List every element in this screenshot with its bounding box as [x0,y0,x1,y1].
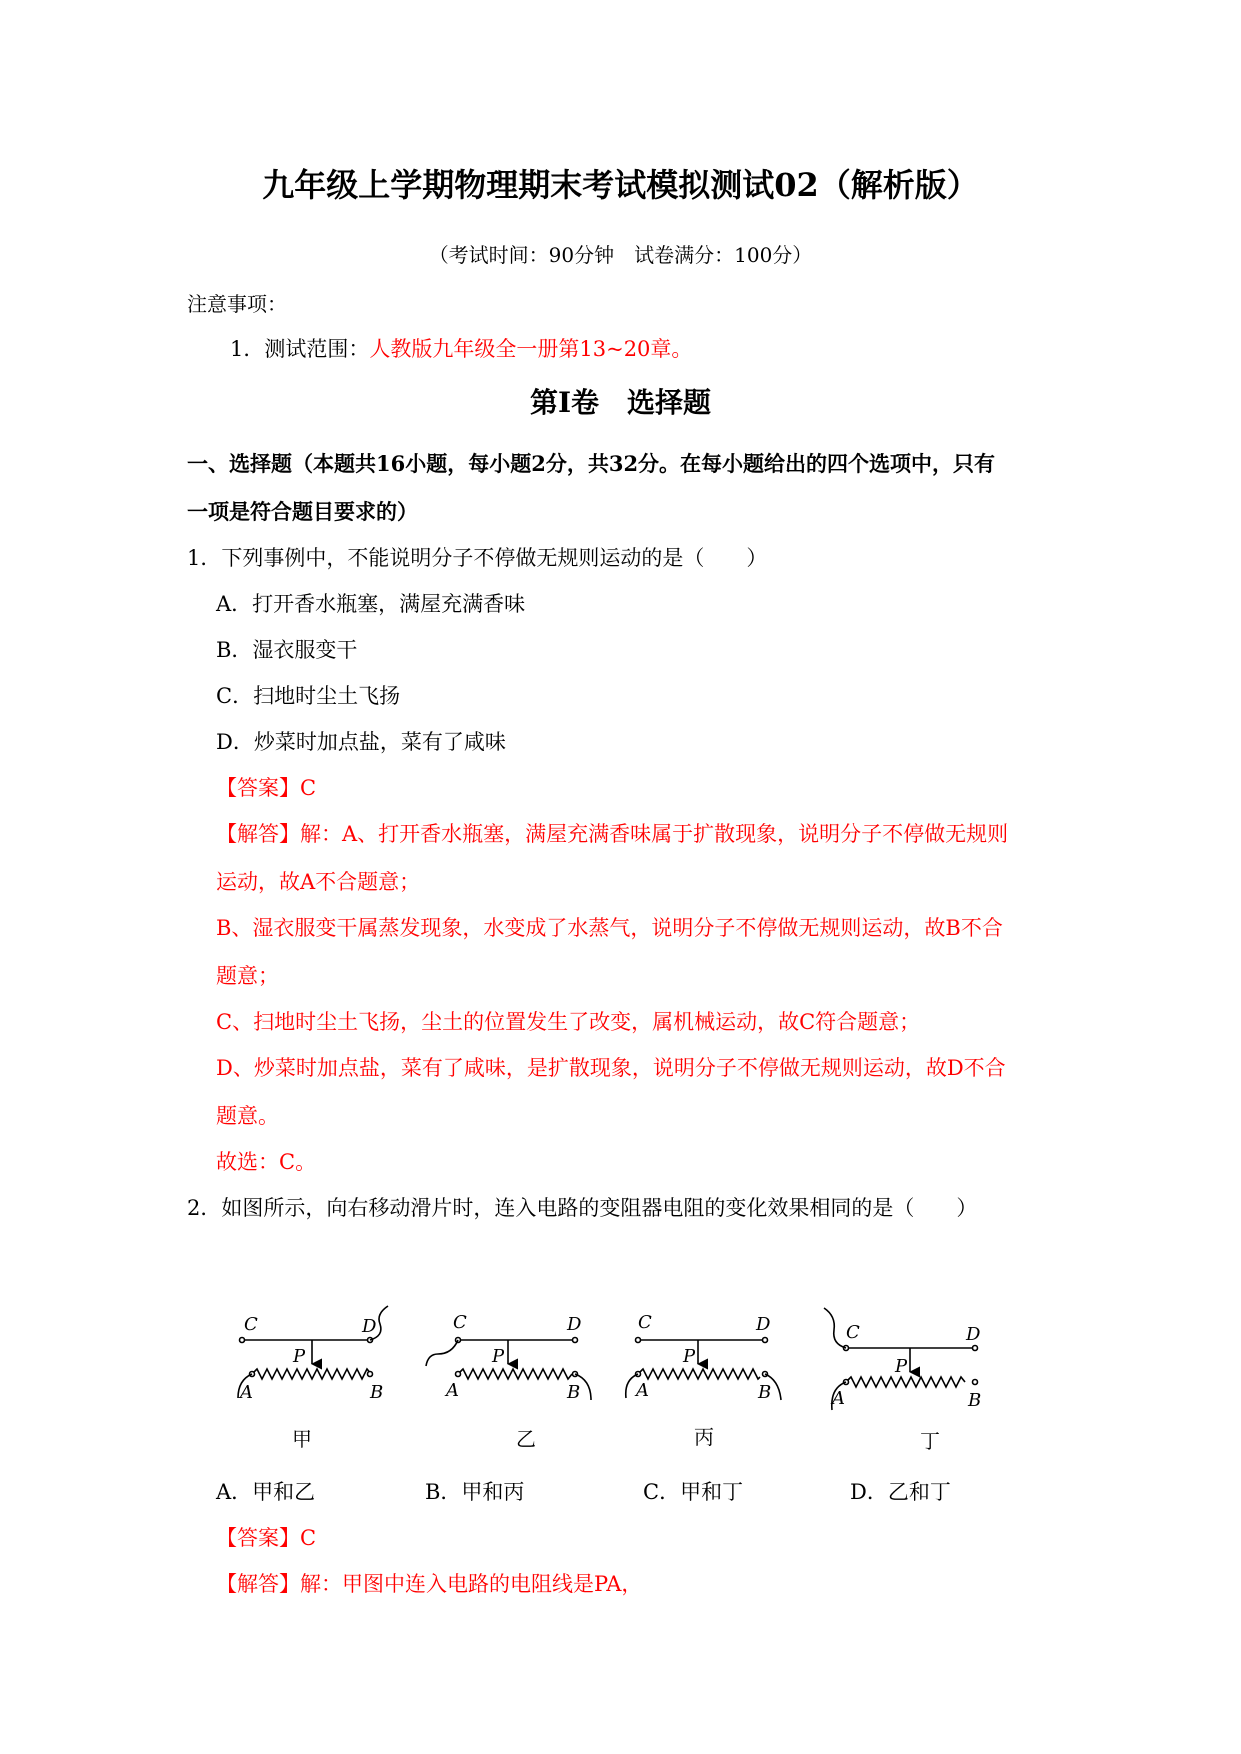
figure-caption-yi: 乙 [516,1427,536,1451]
label-a: A [832,1388,845,1409]
question-2-option-a: A．甲和乙 [216,1480,316,1504]
question-2-option-d: D．乙和丁 [850,1480,951,1504]
question-1-answer: 【答案】C [216,776,317,800]
question-1-analysis-line: 故选：C。 [216,1150,317,1174]
question-2-analysis-line: 【解答】解：甲图中连入电路的电阻线是PA， [216,1572,643,1596]
question-2-answer: 【答案】C [216,1526,317,1550]
section-heading-line-1: 一、选择题（本题共16小题，每小题2分，共32分。在每小题给出的四个选项中，只有 [187,451,996,476]
question-1-analysis-line: D、炒菜时加点盐，菜有了咸味，是扩散现象，说明分子不停做无规则运动，故D不合 [216,1056,1006,1080]
label-d: D [362,1316,377,1337]
question-1-stem: 1．下列事例中，不能说明分子不停做无规则运动的是（ ） [187,546,768,570]
label-b: B [567,1382,581,1403]
figure-caption-jia: 甲 [292,1427,312,1451]
question-1-analysis-line: B、湿衣服变干属蒸发现象，水变成了水蒸气，说明分子不停做无规则运动，故B不合 [216,916,1003,940]
question-1-option-c: C．扫地时尘土飞扬 [216,684,401,708]
page-title: 九年级上学期物理期末考试模拟测试02（解析版） [262,166,979,204]
question-2-option-b: B．甲和丙 [425,1480,525,1504]
figure-caption-ding: 丁 [920,1429,940,1453]
label-b: B [758,1382,772,1403]
rheostat-figures [210,1300,1030,1460]
notice-item-1-text: 人教版九年级全一册第13~20章。 [369,337,693,361]
label-a: A [636,1380,649,1401]
label-c: C [244,1314,258,1335]
label-c: C [846,1322,860,1343]
label-d: D [567,1314,582,1335]
label-p: P [293,1346,306,1367]
label-p: P [683,1346,696,1367]
question-1-option-b: B．湿衣服变干 [216,638,358,662]
volume-title: 第Ⅰ卷 选择题 [529,386,712,419]
label-b: B [968,1390,982,1411]
label-a: A [446,1380,459,1401]
label-d: D [756,1314,771,1335]
label-p: P [492,1346,505,1367]
label-c: C [453,1312,467,1333]
question-1-analysis-line: C、扫地时尘土飞扬，尘土的位置发生了改变，属机械运动，故C符合题意； [216,1010,921,1034]
question-1-option-d: D．炒菜时加点盐，菜有了咸味 [216,730,506,754]
question-1-option-a: A．打开香水瓶塞，满屋充满香味 [216,592,526,616]
question-2-stem: 2．如图所示，向右移动滑片时，连入电路的变阻器电阻的变化效果相同的是（ ） [187,1196,978,1220]
question-1-analysis-line: 【解答】解：A、打开香水瓶塞，满屋充满香味属于扩散现象，说明分子不停做无规则 [216,822,1009,846]
question-1-analysis-line: 题意。 [216,1104,279,1128]
figure-caption-bing: 丙 [694,1425,714,1449]
question-1-analysis-line: 题意； [216,964,279,988]
label-a: A [240,1382,253,1403]
section-heading-line-2: 一项是符合题目要求的） [187,499,418,524]
notice-item-1-label: 1．测试范围： [230,337,370,361]
rheostat-diagrams [210,1300,1030,1420]
label-b: B [370,1382,384,1403]
label-c: C [638,1312,652,1333]
notice-item-1 [230,333,692,363]
question-1-analysis-line: 运动，故A不合题意； [216,870,421,894]
label-d: D [966,1324,981,1345]
notice-heading: 注意事项： [187,292,287,316]
question-2-option-c: C．甲和丁 [643,1480,744,1504]
label-p: P [895,1356,908,1377]
exam-info: （考试时间：90分钟 试卷满分：100分） [428,243,813,267]
